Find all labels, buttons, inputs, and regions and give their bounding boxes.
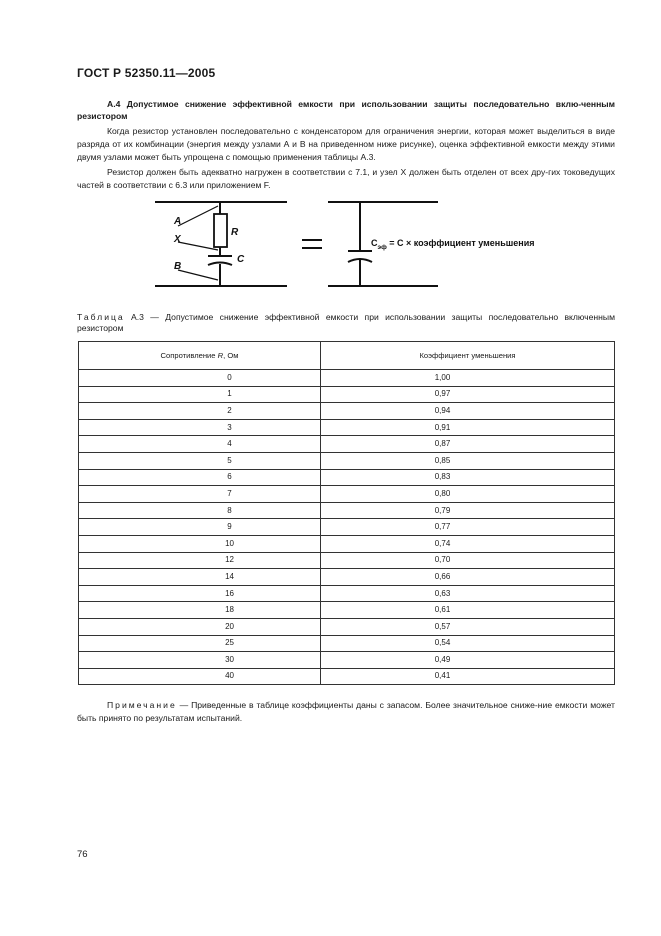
formula-rest: = C × коэффициент уменьшения <box>386 238 535 248</box>
formula-subscript: эф <box>377 244 387 251</box>
table-caption <box>77 312 615 334</box>
resistance-cell: 12 <box>79 552 321 569</box>
resistance-cell: 40 <box>79 668 321 685</box>
resistance-cell: 2 <box>79 403 321 420</box>
table-row <box>79 585 615 602</box>
resistance-cell: 3 <box>79 419 321 436</box>
coefficient-cell: 0,80 <box>321 486 615 503</box>
header-coefficient: Коэффициент уменьшения <box>321 342 615 370</box>
resistance-cell: 1 <box>79 386 321 403</box>
resistor-r <box>214 214 227 247</box>
resistance-cell: 0 <box>79 370 321 387</box>
reduction-coefficient-table <box>78 341 615 685</box>
paragraph-1: Когда резистор установлен последовательно с конденсатором для ограничения энергии, которая может выделиться в виде разряда от их комбинации (энергия между узлами А и В на приведенном ниже рисунке), оценка эффективной емкости между этими двумя узлами может быть упрощена с помощью применения таблицы А.3. <box>77 126 615 162</box>
table-caption-text: А.3 — Допустимое снижение эффективной емкости при использовании защиты последовательно включенным резистором <box>77 312 615 333</box>
coefficient-cell: 0,41 <box>321 668 615 685</box>
coefficient-cell: 0,91 <box>321 419 615 436</box>
table-row <box>79 452 615 469</box>
table-row <box>79 486 615 503</box>
section-title: А.4 Допустимое снижение эффективной емкости при использовании защиты последовательно вклю-ченным резистором <box>77 99 615 121</box>
coefficient-cell: 0,54 <box>321 635 615 652</box>
coefficient-cell: 0,85 <box>321 452 615 469</box>
table-row <box>79 535 615 552</box>
table-row <box>79 668 615 685</box>
table-row <box>79 436 615 453</box>
resistance-cell: 6 <box>79 469 321 486</box>
header-resistance: Сопротивление R, Ом <box>79 342 321 370</box>
coefficient-cell: 0,94 <box>321 403 615 420</box>
label-a: A <box>174 216 182 227</box>
table-row <box>79 552 615 569</box>
formula <box>371 238 534 251</box>
circuit-diagram <box>150 190 550 295</box>
resistance-cell: 4 <box>79 436 321 453</box>
resistance-cell: 18 <box>79 602 321 619</box>
table-row <box>79 519 615 536</box>
coefficient-cell: 0,49 <box>321 652 615 669</box>
label-x: X <box>174 234 181 245</box>
resistance-cell: 14 <box>79 569 321 586</box>
note-prefix: Примечание <box>107 700 177 710</box>
table-row <box>79 652 615 669</box>
table-row <box>79 602 615 619</box>
coefficient-cell: 0,77 <box>321 519 615 536</box>
coefficient-cell: 1,00 <box>321 370 615 387</box>
table-row <box>79 403 615 420</box>
coefficient-cell: 0,61 <box>321 602 615 619</box>
table-row <box>79 386 615 403</box>
resistance-cell: 8 <box>79 502 321 519</box>
resistance-cell: 25 <box>79 635 321 652</box>
coefficient-cell: 0,87 <box>321 436 615 453</box>
pointer-x <box>178 242 218 250</box>
coefficient-cell: 0,83 <box>321 469 615 486</box>
coefficient-cell: 0,57 <box>321 618 615 635</box>
table-row <box>79 370 615 387</box>
resistance-cell: 10 <box>79 535 321 552</box>
table-row <box>79 469 615 486</box>
coefficient-cell: 0,97 <box>321 386 615 403</box>
table-row <box>79 569 615 586</box>
table-row <box>79 635 615 652</box>
coefficient-cell: 0,66 <box>321 569 615 586</box>
resistance-cell: 20 <box>79 618 321 635</box>
coefficient-cell: 0,63 <box>321 585 615 602</box>
label-b: B <box>174 261 182 272</box>
paragraph-2: Резистор должен быть адекватно нагружен в соответствии с 7.1, и узел X должен быть отделен от всех дру-гих токоведущих частей в соответствии с 6.3 или приложением F. <box>77 167 615 190</box>
table-row <box>79 618 615 635</box>
resistance-cell: 30 <box>79 652 321 669</box>
table-caption-prefix: Таблица <box>77 312 125 322</box>
table-header-row <box>79 342 615 370</box>
coefficient-cell: 0,79 <box>321 502 615 519</box>
coefficient-cell: 0,74 <box>321 535 615 552</box>
formula-c: C <box>371 238 378 248</box>
label-c: C <box>237 254 245 265</box>
page-number: 76 <box>77 849 88 860</box>
table-row <box>79 419 615 436</box>
pointer-a <box>178 206 218 226</box>
note-text: — Приведенные в таблице коэффициенты даны с запасом. Более значительное сниже-ние емкости может быть принято по результатам испытаний. <box>77 700 615 723</box>
resistance-cell: 5 <box>79 452 321 469</box>
label-r: R <box>231 227 239 238</box>
resistance-cell: 9 <box>79 519 321 536</box>
table-row <box>79 502 615 519</box>
document-header: ГОСТ Р 52350.11—2005 <box>77 66 216 80</box>
pointer-b <box>178 270 218 280</box>
resistance-cell: 16 <box>79 585 321 602</box>
coefficient-cell: 0,70 <box>321 552 615 569</box>
resistance-cell: 7 <box>79 486 321 503</box>
note <box>77 699 615 725</box>
